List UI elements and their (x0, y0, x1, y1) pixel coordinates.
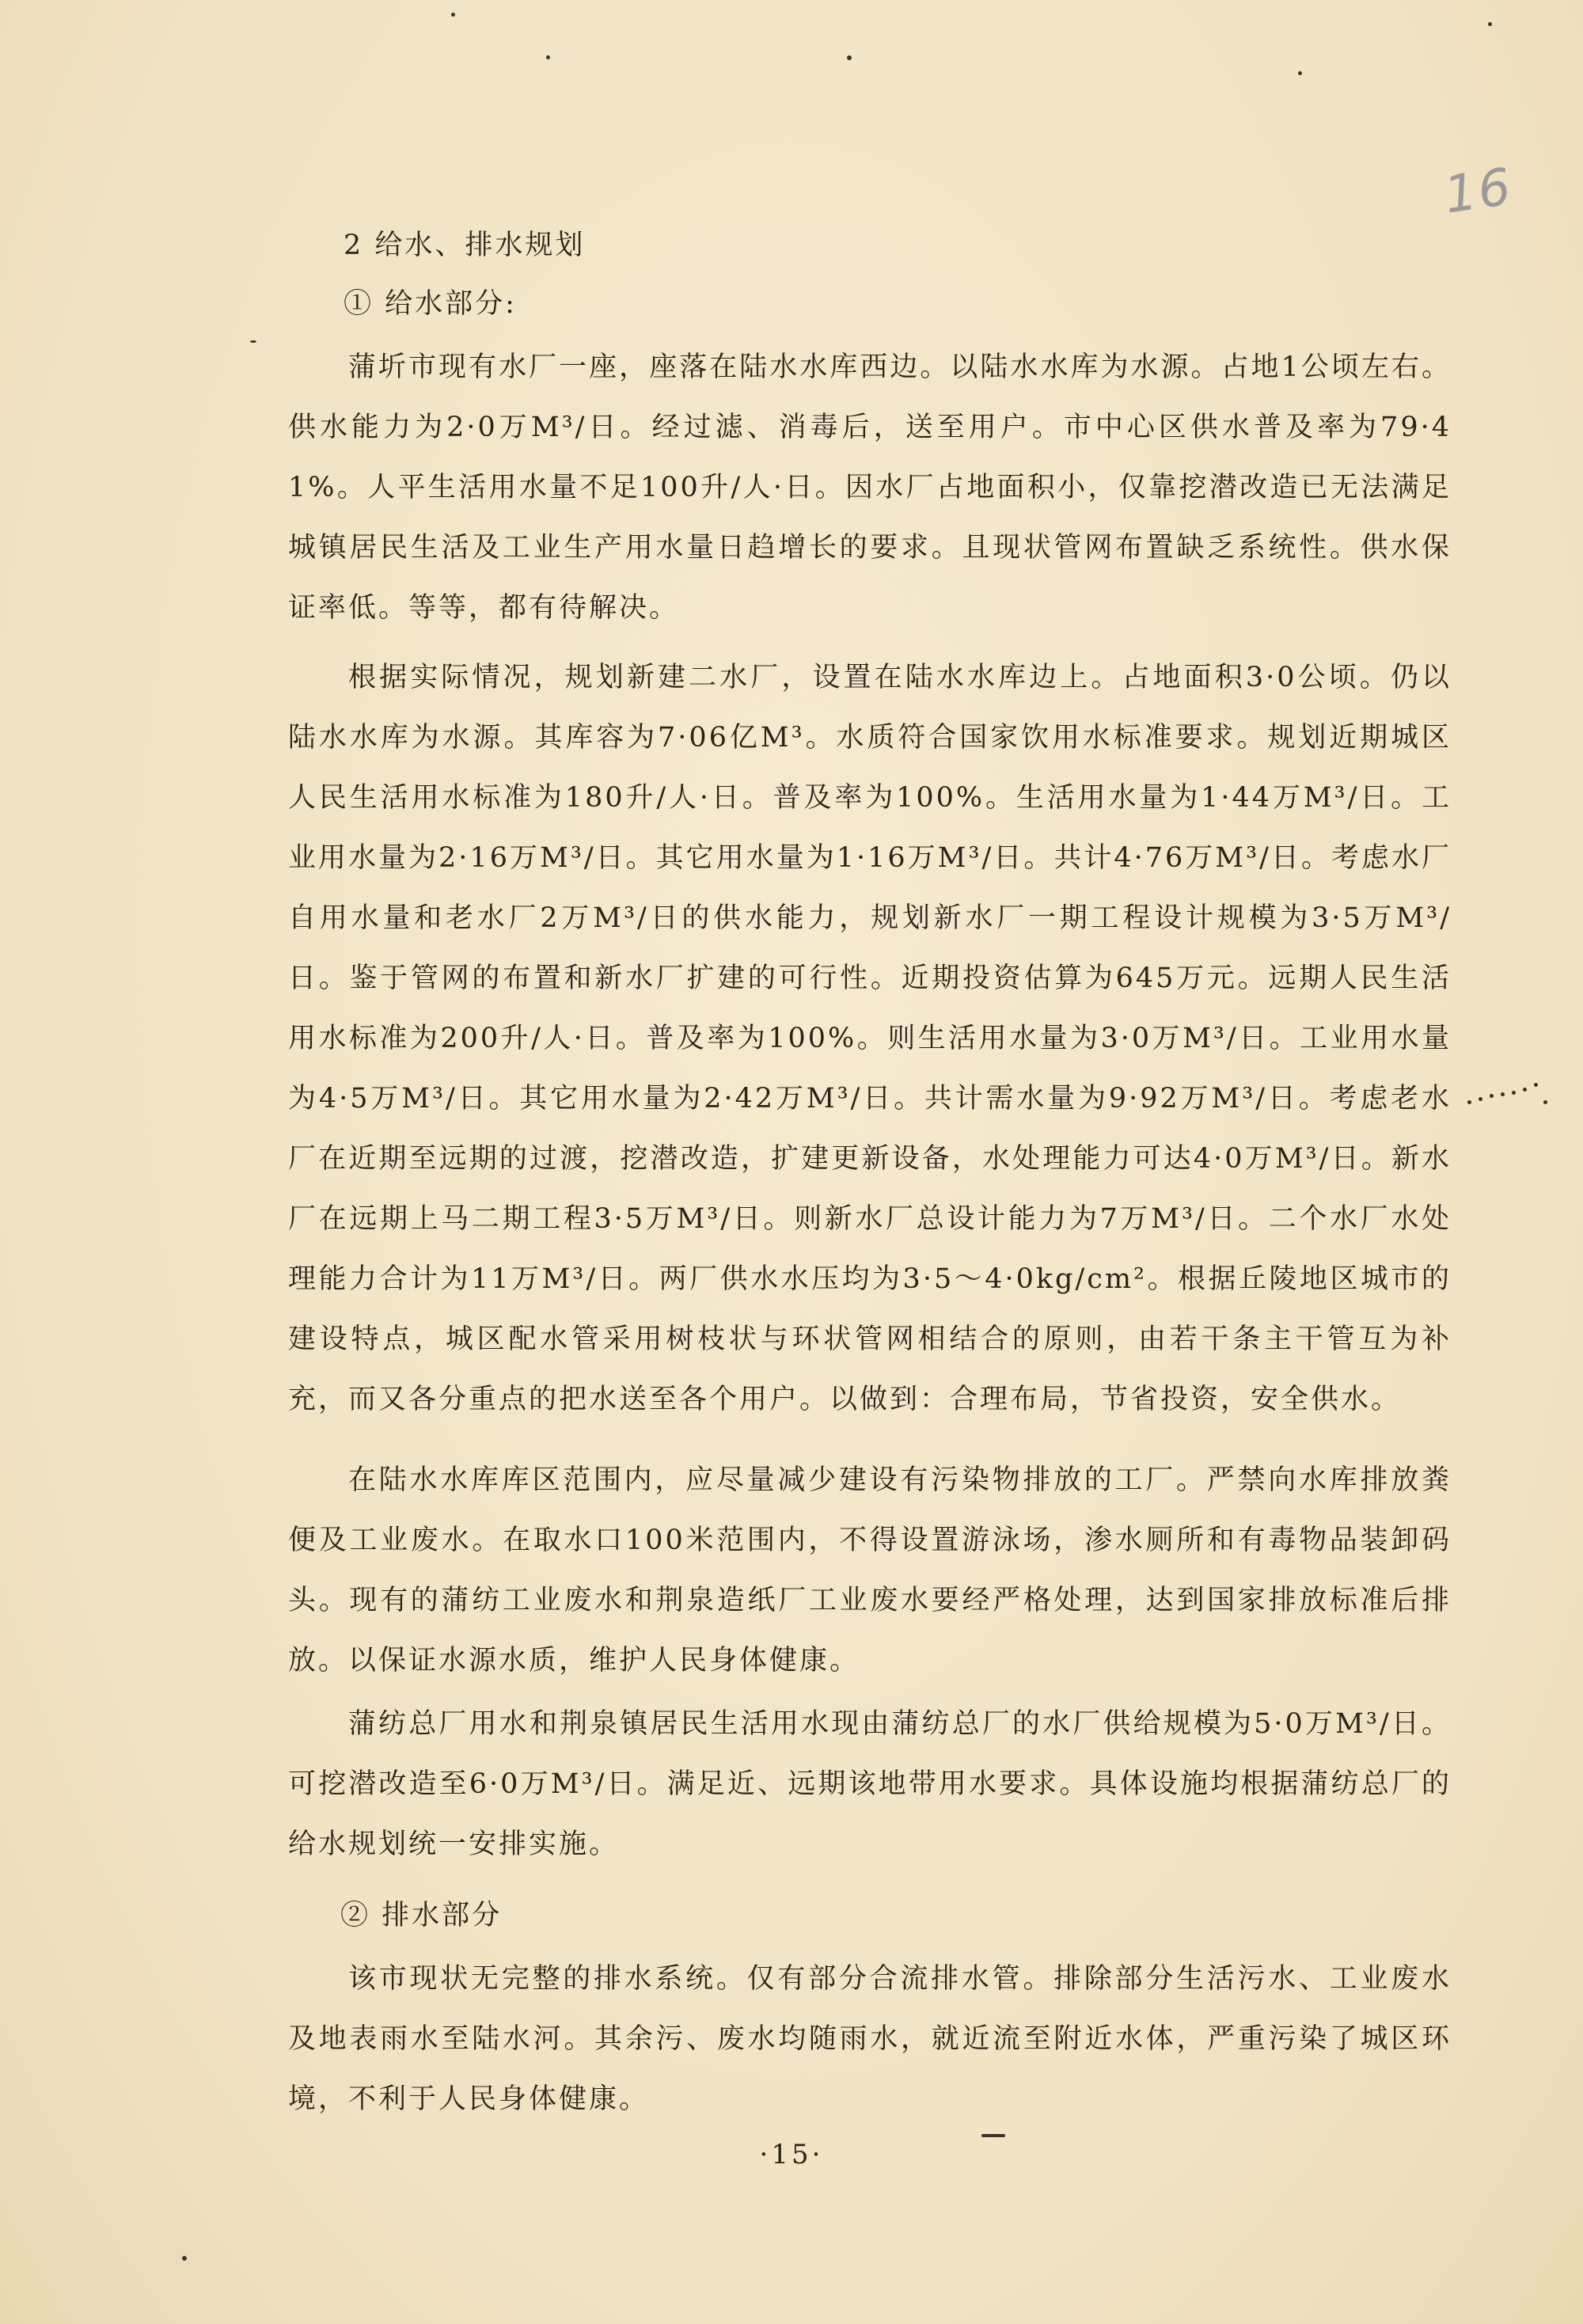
water-supply-paragraph: 蒲圻市现有水厂一座，座落在陆水水库西边。以陆水水库为水源。占地1公顷左右。供水能力为2·0万M³/日。经过滤、消毒后，送至用户。市中心区供水普及率为79·41%。人平生活用水量不足100升/人·日。因水厂占地面积小，仅靠挖潜改造已无法满足城镇居民生活及工业生产用水量日趋增长的要求。且现状管网布置缺乏系统性。供水保证率低。等等，都有待解决。 (288, 351, 1452, 624)
paper-speck (1298, 71, 1302, 75)
paper-speck (546, 55, 550, 59)
water-supply-paragraph: 根据实际情况，规划新建二水厂，设置在陆水水库边上。占地面积3·0公顷。仍以陆水水库为水源。其库容为7·06亿M³。水质符合国家饮用水标准要求。规划近期城区人民生活用水标准为180升/人·日。普及率为100%。生活用水量为1·44万M³/日。工业用水量为2·16万M³/日。其它用水量为1·16万M³/日。共计4·76万M³/日。考虑水厂自用水量和老水厂2万M³/日的供水能力，规划新水厂一期工程设计规模为3·5万M³/日。鉴于管网的布置和新水厂扩建的可行性。近期投资估算为645万元。远期人民生活用水标准为200升/人·日。普及率为100%。则生活用水量为3·0万M³/日。工业用水量为4·5万M³/日。其它用水量为2·42万M³/日。共计需水量为9·92万M³/日。考虑老水厂在近期至远期的过渡，挖潜改造，扩建更新设备，水处理能力可达4·0万M³/日。新水厂在远期上马二期工程3·5万M³/日。则新水厂总设计能力为7万M³/日。二个水厂水处理能力合计为11万M³/日。两厂供水水压均为3·5～4·0kg/cm²。根据丘陵地区城市的建设特点，城区配水管采用树枝状与环状管网相结合的原则，由若干条主干管互为补充，而又各分重点的把水送至各个用户。以做到：合理布局，节省投资，安全供水。 (288, 662, 1452, 1415)
water-supply-heading: ① 给水部分: (344, 288, 517, 320)
paper-speck (250, 340, 256, 343)
paper-speck (182, 2256, 187, 2261)
margin-dots (1464, 1077, 1559, 1124)
water-supply-paragraph: 蒲纺总厂用水和荆泉镇居民生活用水现由蒲纺总厂的水厂供给规模为5·0万M³/日。可挖潜改造至6·0万M³/日。满足近、远期该地带用水要求。具体设施均根据蒲纺总厂的给水规划统一安排实施。 (288, 1708, 1452, 1860)
section-title: 2 给水、排水规划 (344, 230, 586, 261)
paper-speck (847, 55, 852, 60)
paper-speck (1488, 22, 1492, 26)
handwritten-page-mark: 16 (1440, 158, 1516, 226)
drainage-heading: ② 排水部分 (340, 1900, 503, 1931)
water-supply-paragraph: 在陆水水库库区范围内，应尽量减少建设有污染物排放的工厂。严禁向水库排放粪便及工业废水。在取水口100米范围内，不得设置游泳场，渗水厕所和有毒物品装卸码头。现有的蒲纺工业废水和荆泉造纸厂工业废水要经严格处理，达到国家排放标准后排放。以保证水源水质，维护人民身体健康。 (288, 1464, 1452, 1677)
page-number: ·15· (759, 2139, 824, 2170)
paper-speck (451, 13, 455, 17)
drainage-paragraph: 该市现状无完整的排水系统。仅有部分合流排水管。排除部分生活污水、工业废水及地表雨水至陆水河。其余污、废水均随雨水，就近流至附近水体，严重污染了城区环境，不利于人民身体健康。 (288, 1963, 1452, 2115)
paper-speck (981, 2134, 1005, 2137)
